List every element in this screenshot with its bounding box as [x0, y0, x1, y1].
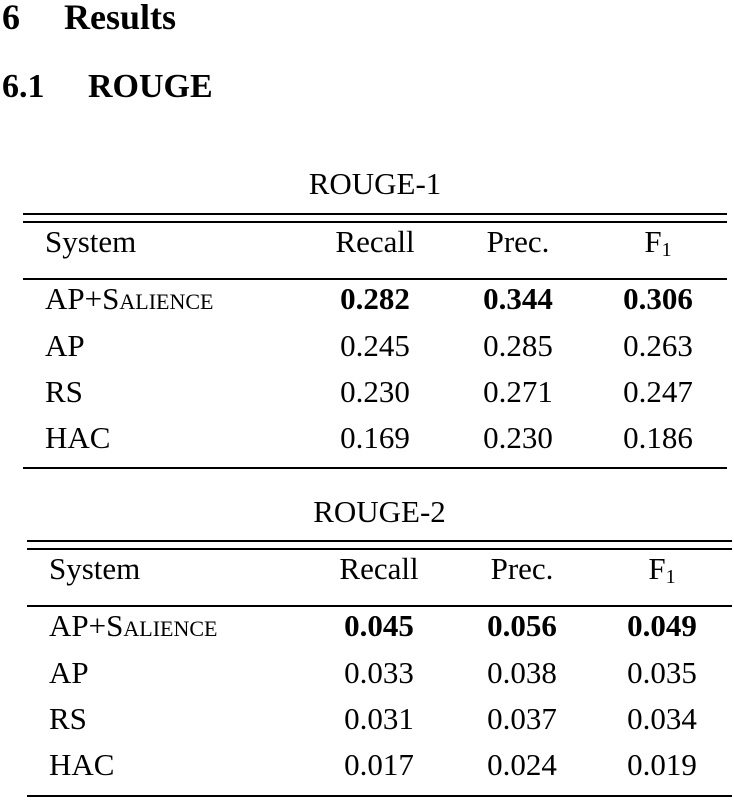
header-recall: Recall — [339, 551, 419, 586]
prec-value: 0.271 — [483, 374, 553, 409]
section-heading — [2, 0, 176, 38]
table-row — [23, 281, 727, 327]
prec-value: 0.038 — [487, 655, 557, 690]
system-name: AP+Salience — [45, 281, 214, 316]
prec-value: 0.037 — [487, 701, 557, 736]
bottom-rule — [27, 795, 732, 797]
top-rule-2 — [23, 221, 727, 223]
f1-value: 0.186 — [623, 420, 693, 455]
prec-value: 0.230 — [483, 420, 553, 455]
f1-value: 0.049 — [627, 608, 697, 643]
top-rule — [23, 213, 727, 215]
subsection-title: ROUGE — [88, 68, 213, 105]
recall-value: 0.031 — [344, 701, 414, 736]
recall-value: 0.169 — [340, 420, 410, 455]
table-row — [27, 608, 732, 654]
prec-value: 0.344 — [483, 281, 553, 316]
top-rule-2 — [27, 548, 732, 550]
prec-value: 0.024 — [487, 747, 557, 782]
mid-rule — [27, 605, 732, 607]
system-name: HAC — [49, 747, 115, 782]
recall-value: 0.245 — [340, 328, 410, 363]
header-system: System — [45, 224, 137, 259]
table-caption: ROUGE-2 — [313, 494, 446, 529]
table-row — [27, 655, 732, 701]
recall-value: 0.033 — [344, 655, 414, 690]
system-name: AP — [45, 328, 85, 363]
recall-value: 0.230 — [340, 374, 410, 409]
f1-value: 0.247 — [623, 374, 693, 409]
section-number: 6 — [2, 0, 20, 37]
header-prec: Prec. — [490, 551, 554, 586]
bottom-rule — [23, 467, 727, 469]
table-row — [23, 328, 727, 374]
subsection-heading — [2, 68, 213, 106]
rouge-2-table — [27, 494, 732, 800]
subsection-number: 6.1 — [2, 68, 45, 105]
f1-value: 0.263 — [623, 328, 693, 363]
system-name: AP — [49, 655, 89, 690]
recall-value: 0.282 — [340, 281, 410, 316]
table-row — [27, 701, 732, 747]
prec-value: 0.285 — [483, 328, 553, 363]
header-f1: $F_1$ — [648, 551, 676, 588]
mid-rule — [23, 278, 727, 280]
section-title: Results — [64, 0, 177, 37]
f1-value: 0.019 — [627, 747, 697, 782]
rouge-1-table — [23, 166, 727, 471]
system-name: RS — [49, 701, 87, 736]
header-system: System — [49, 551, 141, 586]
header-prec: Prec. — [486, 224, 550, 259]
table-row — [23, 420, 727, 466]
prec-value: 0.056 — [487, 608, 557, 643]
system-name: AP+Salience — [49, 608, 218, 643]
table-row — [23, 374, 727, 420]
header-row — [27, 551, 732, 597]
table-row — [27, 747, 732, 793]
top-rule — [27, 540, 732, 542]
header-f1: $F_1$ — [644, 224, 672, 261]
system-name: HAC — [45, 420, 111, 455]
recall-value: 0.045 — [344, 608, 414, 643]
table-caption: ROUGE-1 — [308, 166, 442, 201]
header-recall: Recall — [335, 224, 415, 259]
f1-value: 0.034 — [627, 701, 697, 736]
f1-value: 0.035 — [627, 655, 697, 690]
header-row — [23, 224, 727, 270]
recall-value: 0.017 — [344, 747, 414, 782]
f1-value: 0.306 — [623, 281, 693, 316]
system-name: RS — [45, 374, 83, 409]
